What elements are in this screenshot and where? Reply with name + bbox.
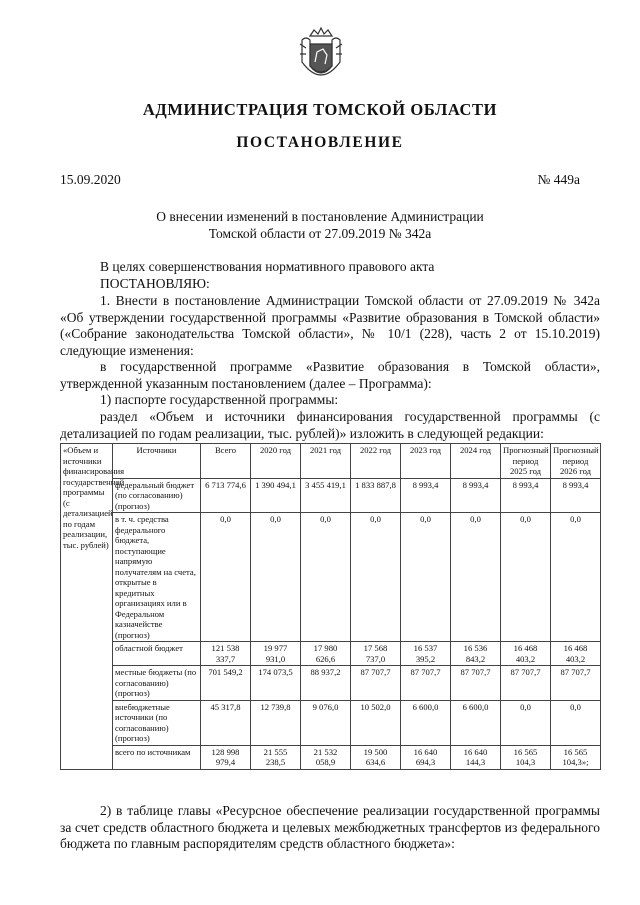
value-cell: 45 317,8 xyxy=(201,700,251,745)
paragraph-resolve: ПОСТАНОВЛЯЮ: xyxy=(100,276,210,291)
value-cell: 21 555 238,5 xyxy=(251,745,301,769)
table-row xyxy=(61,478,601,513)
value-cell: 0,0 xyxy=(351,513,401,642)
table-header-row xyxy=(61,444,601,479)
value-cell: 174 073,5 xyxy=(251,666,301,701)
table-row xyxy=(61,513,601,642)
value-cell: 16 640 694,3 xyxy=(401,745,451,769)
organization-title: АДМИНИСТРАЦИЯ ТОМСКОЙ ОБЛАСТИ xyxy=(142,100,498,119)
value-cell: 0,0 xyxy=(201,513,251,642)
value-cell: 88 937,2 xyxy=(301,666,351,701)
value-cell: 87 707,7 xyxy=(501,666,551,701)
value-cell: 1 833 887,8 xyxy=(351,478,401,513)
value-cell: 0,0 xyxy=(501,513,551,642)
value-cell: 16 640 144,3 xyxy=(451,745,501,769)
value-cell: 121 538 337,7 xyxy=(201,642,251,666)
value-cell: 12 739,8 xyxy=(251,700,301,745)
value-cell: 6 600,0 xyxy=(401,700,451,745)
source-cell: местные бюджеты (по согласованию) (прогноз) xyxy=(113,666,201,701)
coat-of-arms-emblem xyxy=(298,22,344,84)
header-cell: Прогнозный период 2025 год xyxy=(501,444,551,479)
value-cell: 0,0 xyxy=(251,513,301,642)
section-label-cell: «Объем и источники финансирования государственной программы (с детализацией по годам реализации, тыс. рублей) xyxy=(61,444,113,770)
value-cell: 8 993,4 xyxy=(401,478,451,513)
value-cell: 6 713 774,6 xyxy=(201,478,251,513)
document-number: № 449а xyxy=(537,172,580,187)
value-cell: 16 468 403,2 xyxy=(501,642,551,666)
value-cell: 19 500 634,6 xyxy=(351,745,401,769)
paragraph-purpose: В целях совершенствования нормативного правового акта xyxy=(100,259,435,274)
value-cell: 16 468 403,2 xyxy=(551,642,601,666)
subject-line-2: Томской области от 27.09.2019 № 342а xyxy=(208,226,432,241)
value-cell: 21 532 058,9 xyxy=(301,745,351,769)
paragraph-section: раздел «Объем и источники финансирования государственной программы (с детализацией по годам реализации, тыс. рублей)» изложить в следующей редакции: xyxy=(60,409,600,441)
financing-table xyxy=(60,443,601,770)
value-cell: 0,0 xyxy=(551,700,601,745)
header-cell: 2021 год xyxy=(301,444,351,479)
source-cell: всего по источникам xyxy=(113,745,201,769)
header-cell: Всего xyxy=(201,444,251,479)
table-row xyxy=(61,666,601,701)
document-subject xyxy=(0,208,640,242)
value-cell: 16 565 104,3»; xyxy=(551,745,601,769)
value-cell: 0,0 xyxy=(501,700,551,745)
value-cell: 87 707,7 xyxy=(551,666,601,701)
value-cell: 0,0 xyxy=(451,513,501,642)
value-cell: 3 455 419,1 xyxy=(301,478,351,513)
value-cell: 1 390 494,1 xyxy=(251,478,301,513)
header-cell: Прогнозный период 2026 год xyxy=(551,444,601,479)
header-cell: 2023 год xyxy=(401,444,451,479)
value-cell: 0,0 xyxy=(551,513,601,642)
value-cell: 8 993,4 xyxy=(451,478,501,513)
document-date: 15.09.2020 xyxy=(60,172,121,187)
value-cell: 16 536 843,2 xyxy=(451,642,501,666)
document-type-title: ПОСТАНОВЛЕНИЕ xyxy=(236,134,404,151)
source-cell: внебюджетные источники (по согласованию) (прогноз) xyxy=(113,700,201,745)
value-cell: 16 565 104,3 xyxy=(501,745,551,769)
paragraph-item-1: 1. Внести в постановление Администрации Томской области от 27.09.2019 № 342а «Об утверждении государственной программы «Развитие образования в Томской области» («Собрание законодательства Томской области», № 10/1 (228), часть 2 от 15.10.2019) следующие изменения: xyxy=(60,293,600,358)
value-cell: 0,0 xyxy=(401,513,451,642)
value-cell: 87 707,7 xyxy=(401,666,451,701)
value-cell: 87 707,7 xyxy=(451,666,501,701)
paragraph-program: в государственной программе «Развитие образования в Томской области», утвержденной указанным постановлением (далее – Программа): xyxy=(60,359,600,391)
value-cell: 17 568 737,0 xyxy=(351,642,401,666)
header-cell: Источники xyxy=(113,444,201,479)
value-cell: 0,0 xyxy=(301,513,351,642)
value-cell: 8 993,4 xyxy=(501,478,551,513)
paragraph-passport: 1) паспорте государственной программы: xyxy=(100,392,339,407)
header-cell: 2022 год xyxy=(351,444,401,479)
value-cell: 19 977 931,0 xyxy=(251,642,301,666)
value-cell: 16 537 395,2 xyxy=(401,642,451,666)
source-cell: федеральный бюджет (по согласованию) (прогноз) xyxy=(113,478,201,513)
source-cell: областной бюджет xyxy=(113,642,201,666)
value-cell: 128 998 979,4 xyxy=(201,745,251,769)
paragraph-item-2: 2) в таблице главы «Ресурсное обеспечение реализации государственной программы за счет средств областного бюджета и целевых межбюджетных трансфертов из федерального бюджета по главным распорядителям средств областного бюджета»: xyxy=(60,803,600,852)
value-cell: 10 502,0 xyxy=(351,700,401,745)
value-cell: 17 980 626,6 xyxy=(301,642,351,666)
value-cell: 701 549,2 xyxy=(201,666,251,701)
value-cell: 8 993,4 xyxy=(551,478,601,513)
subject-line-1: О внесении изменений в постановление Администрации xyxy=(156,209,484,224)
value-cell: 87 707,7 xyxy=(351,666,401,701)
table-row xyxy=(61,642,601,666)
value-cell: 9 076,0 xyxy=(301,700,351,745)
header-cell: 2024 год xyxy=(451,444,501,479)
header-cell: 2020 год xyxy=(251,444,301,479)
source-cell: в т. ч. средства федерального бюджета, поступающие напрямую получателям на счета, открытые в кредитных организациях или в Федеральном казначействе (прогноз) xyxy=(113,513,201,642)
value-cell: 6 600,0 xyxy=(451,700,501,745)
table-row xyxy=(61,700,601,745)
table-row xyxy=(61,745,601,769)
